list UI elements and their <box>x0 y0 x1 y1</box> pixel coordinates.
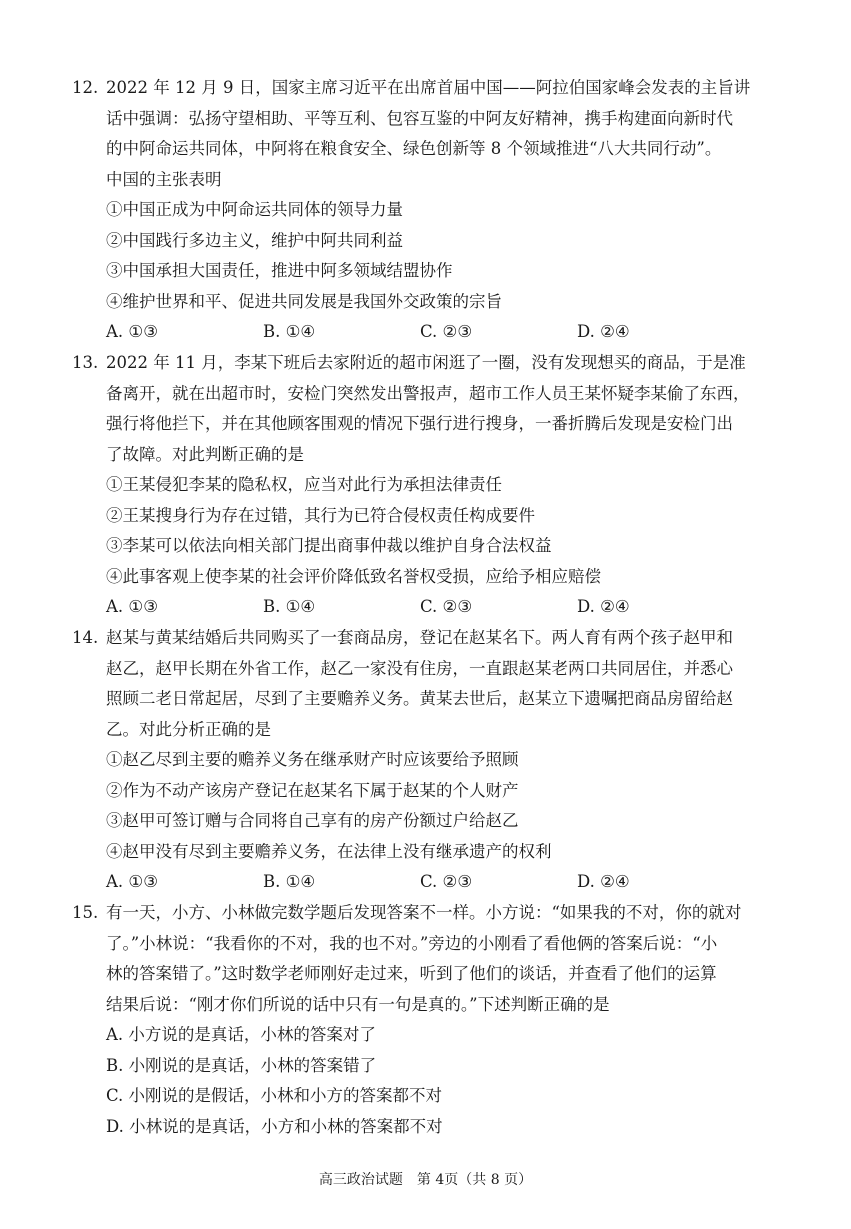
statement: ①王某侵犯李某的隐私权，应当对此行为承担法律责任 <box>106 475 502 494</box>
option-a: A. 小方说的是真话，小林的答案对了 <box>106 1025 376 1044</box>
question-number: 12. <box>72 78 99 97</box>
option-b: B. ①④ <box>263 597 316 616</box>
stem-line: 有一天，小方、小林做完数学题后发现答案不一样。小方说：“如果我的不对，你的就对 <box>106 903 742 922</box>
option-d: D. ②④ <box>577 597 630 616</box>
option-c: C. ②③ <box>420 872 473 891</box>
stem-line: 赵某与黄某结婚后共同购买了一套商品房，登记在赵某名下。两人育有两个孩子赵甲和 <box>106 628 733 647</box>
statement: ③中国承担大国责任，推进中阿多领域结盟协作 <box>106 261 453 280</box>
option-a: A. ①③ <box>106 872 158 891</box>
question-15 <box>72 898 792 1142</box>
stem-line: 话中强调：弘扬守望相助、平等互利、包容互鉴的中阿友好精神，携手构建面向新时代 <box>106 108 733 128</box>
answer-options <box>106 317 792 348</box>
option-b: B. 小刚说的是真话，小林的答案错了 <box>106 1055 377 1075</box>
stem-line: 2022 年 11 月，李某下班后去家附近的超市闲逛了一圈，没有发现想买的商品，于是准 <box>106 353 746 372</box>
stem-line: 林的答案错了。”这时数学老师刚好走过来，听到了他们的谈话，并查看了他们的运算 <box>106 964 717 983</box>
stem-line: 备离开，就在出超市时，安检门突然发出警报声，超市工作人员王某怀疑李某偷了东西， <box>106 383 750 403</box>
stem-line: 的中阿命运共同体，中阿将在粮食安全、绿色创新等 8 个领域推进“八大共同行动”。 <box>106 139 722 158</box>
statement: ④此事客观上使李某的社会评价降低致名誉权受损，应给予相应赔偿 <box>106 566 601 586</box>
option-c: C. ②③ <box>420 322 473 341</box>
option-b: B. ①④ <box>263 872 316 891</box>
question-number: 14. <box>72 628 99 647</box>
question-number: 15. <box>72 903 99 922</box>
stem-line: 了故障。对此判断正确的是 <box>106 444 304 464</box>
option-d: D. 小林说的是真话，小方和小林的答案都不对 <box>106 1116 443 1136</box>
option-a: A. ①③ <box>106 597 158 616</box>
option-b: B. ①④ <box>263 322 316 341</box>
stem-line: 乙。对此分析正确的是 <box>106 719 271 739</box>
option-c: C. 小刚说的是假话，小林和小方的答案都不对 <box>106 1086 443 1105</box>
statement: ②王某搜身行为存在过错，其行为已符合侵权责任构成要件 <box>106 505 535 525</box>
statement: ③李某可以依法向相关部门提出商事仲裁以维护自身合法权益 <box>106 536 552 555</box>
statement: ①赵乙尽到主要的赡养义务在继承财产时应该要给予照顾 <box>106 750 519 769</box>
statement: ④维护世界和平、促进共同发展是我国外交政策的宗旨 <box>106 291 502 311</box>
stem-line: 结果后说：“刚才你们所说的话中只有一句是真的。”下述判断正确的是 <box>106 994 610 1014</box>
statement: ③赵甲可签订赠与合同将自己享有的房产份额过户给赵乙 <box>106 811 519 830</box>
option-d: D. ②④ <box>577 322 630 341</box>
statement: ④赵甲没有尽到主要赡养义务，在法律上没有继承遗产的权利 <box>106 841 552 861</box>
answer-options <box>106 867 792 898</box>
question-12 <box>72 73 792 348</box>
option-a: A. ①③ <box>106 322 158 341</box>
question-number: 13. <box>72 353 99 372</box>
statement: ②中国践行多边主义，维护中阿共同利益 <box>106 230 403 250</box>
stem-line: 照顾二老日常起居，尽到了主要赡养义务。黄某去世后，赵某立下遗嘱把商品房留给赵 <box>106 689 733 708</box>
option-d: D. ②④ <box>577 872 630 891</box>
statement: ①中国正成为中阿命运共同体的领导力量 <box>106 200 403 219</box>
stem-line: 2022 年 12 月 9 日，国家主席习近平在出席首届中国——阿拉伯国家峰会发表的主旨讲 <box>106 78 751 97</box>
statement: ②作为不动产该房产登记在赵某名下属于赵某的个人财产 <box>106 780 519 800</box>
stem-line: 了。”小林说：“我看你的不对，我的也不对。”旁边的小刚看了看他俩的答案后说：“小 <box>106 933 718 953</box>
question-14 <box>72 623 792 898</box>
stem-line: 强行将他拦下，并在其他顾客围观的情况下强行进行搜身，一番折腾后发现是安检门出 <box>106 414 733 433</box>
answer-options <box>106 592 792 623</box>
option-c: C. ②③ <box>420 597 473 616</box>
stem-line: 赵乙，赵甲长期在外省工作，赵乙一家没有住房，一直跟赵某老两口共同居住，并悉心 <box>106 658 733 678</box>
page-footer: 高三政治试题 第 4页（共 8 页） <box>318 1172 533 1188</box>
stem-line: 中国的主张表明 <box>106 169 222 189</box>
question-13 <box>72 348 792 623</box>
